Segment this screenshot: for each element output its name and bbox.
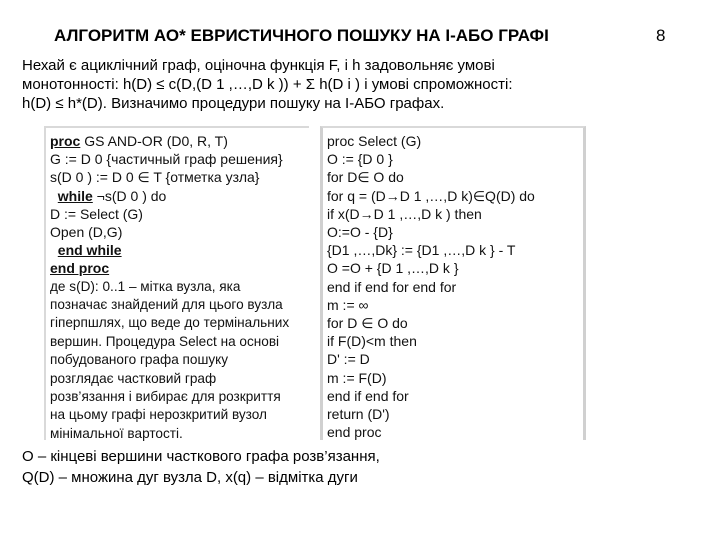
description-line: гіперпшлях, що веде до термінальних — [50, 315, 290, 331]
left-code-panel — [44, 126, 309, 440]
code-line: m := ∞ — [327, 296, 369, 313]
code-line: for q = (D→D 1 ,…,D k)∈Q(D) do — [327, 187, 535, 204]
footer-line: O – кінцеві вершини часткового графа розв’язання, — [22, 448, 380, 465]
code-line: end if end for — [327, 387, 409, 404]
code-line: proc GS AND-OR (D0, R, T) — [50, 133, 228, 149]
description-line: мінімальної вартості. — [50, 425, 183, 441]
code-line: O =O + {D 1 ,…,D k } — [327, 260, 459, 277]
intro-line: Нехай є ациклічний граф, оціночна функція F, і h задовольняє умові — [22, 57, 495, 74]
page-title: АЛГОРИТМ АО* ЕВРИСТИЧНОГО ПОШУКУ НА І-АБО ГРАФІ — [54, 26, 549, 45]
description-line: розглядає частковий граф — [50, 370, 217, 386]
code-line: m := F(D) — [327, 369, 387, 386]
code-line: for D∈ O do — [327, 169, 404, 186]
code-line: end while — [57, 242, 122, 259]
description-line: на цьому графі нерозкритий вузол — [50, 407, 267, 423]
code-line: while ¬s(D 0 ) do — [57, 187, 167, 204]
code-line: D' := D — [327, 351, 370, 368]
code-line: end proc — [50, 260, 110, 277]
description-line: розв’язання і вибирає для розкриття — [50, 389, 281, 405]
description-line: вершин. Процедура Select на основі — [50, 333, 280, 349]
code-line: O := {D 0 } — [327, 151, 393, 168]
code-line: O:=O - {D} — [327, 224, 393, 241]
intro-line: h(D) ≤ h*(D). Визначимо процедури пошуку на І-АБО графах. — [22, 95, 445, 112]
intro-paragraph — [22, 56, 512, 113]
code-line: for D ∈ O do — [327, 315, 408, 332]
select-procedure — [327, 132, 535, 441]
code-line: Open (D,G) — [50, 224, 123, 241]
code-line: s(D 0 ) := D 0 ∈ T {отметка узла} — [50, 169, 260, 186]
code-line: end proc — [327, 424, 382, 441]
code-line: proc Select (G) — [327, 133, 422, 149]
right-code-panel — [320, 126, 586, 440]
description-line: де s(D): 0..1 – мітка вузла, яка — [50, 278, 241, 294]
footer-line: Q(D) – множина дуг вузла D, x(q) – відмітка дуги — [22, 469, 358, 486]
code-line: D := Select (G) — [50, 205, 143, 222]
gs-and-or-procedure — [50, 132, 289, 443]
description-line: позначає знайдений для цього вузла — [50, 297, 283, 313]
code-line: if F(D)<m then — [327, 333, 417, 350]
code-line: end if end for end for — [327, 278, 457, 295]
intro-line: монотонності: h(D) ≤ c(D,(D 1 ,…,D k )) + Σ h(D i ) і умові спроможності: — [22, 76, 513, 93]
code-line: G := D 0 {частичный граф решения} — [50, 151, 283, 168]
procedure-description — [50, 278, 289, 444]
code-line: {D1 ,…,Dk} := {D1 ,…,D k } - T — [327, 242, 516, 259]
code-line: return (D') — [327, 406, 390, 423]
code-line: if x(D→D 1 ,…,D k ) then — [327, 205, 482, 222]
description-line: побудованого графа пошуку — [50, 352, 229, 368]
page-number: 8 — [656, 26, 666, 45]
footer-notes — [22, 446, 380, 488]
